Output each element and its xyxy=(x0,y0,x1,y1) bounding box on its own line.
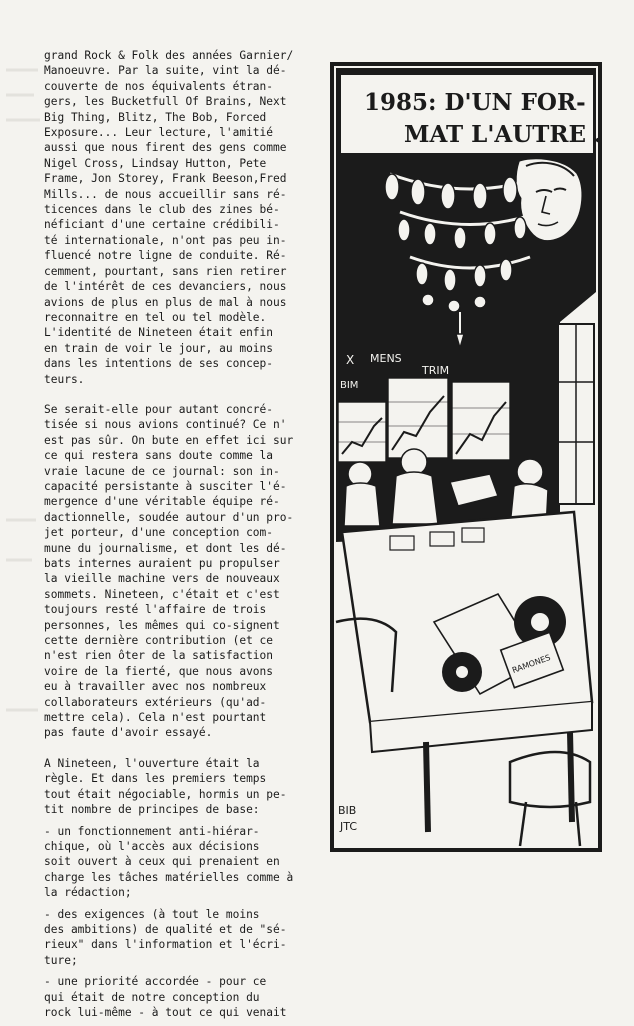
record-label-text: RAMONES xyxy=(510,652,552,676)
article-paragraph-1: grand Rock & Folk des années Garnier/ Manoeuvre. Par la suite, vint la dé- couverte de nos équivalents étran- gers, les Bucketfull Of Brains, Next Big Thing, Blitz, The Bob, Forced Exposure... Leur lecture, l'amitié aussi que nous firent des gens comme Nigel Cross, Lindsay Hutton, Pete Frame, Jon Storey, Frank Beeson,Fred Mills... de nous accueillir sans ré- ticences dans le club des zines bé- néficiant d'une certaine crédibili- té internationale, n'ont pas peu in- fluencé notre ligne de conduite. Ré- cemment, pourtant, sans rien retirer de l'intérêt de ces devanciers, nous avions de plus en plus de mal à nous reconnaitre en tel ou tel modèle. L'identité de Nineteen était enfin en train de voir le jour, au moins dans les intentions de ses concep- teurs. xyxy=(44,49,294,386)
window xyxy=(558,324,594,504)
board-label-x: X xyxy=(346,353,355,367)
caption-line-1: 1985: D'UN FOR- xyxy=(364,89,586,116)
board-label-mens: MENS xyxy=(370,352,402,365)
principle-list-item: - des exigences (à tout le moins des ambitions) de qualité et de "sé- rieux" dans l'information et l'écri- ture; xyxy=(44,907,287,967)
cartoon-drawing xyxy=(330,62,602,852)
board-label-trim: TRIM xyxy=(422,364,450,377)
article-paragraph-3: A Nineteen, l'ouverture était la règle. Et dans les premiers temps tout était négociable, hormis un pe- tit nombre de principes de base: xyxy=(44,756,287,817)
caption-line-2: MAT L'AUTRE . xyxy=(404,121,602,148)
principle-list-item: - une priorité accordée - pour ce qui était de notre conception du rock lui-même - à tout ce qui venait xyxy=(44,975,287,1019)
article-paragraph-2: Se serait-elle pour autant concré- tisée si nous avions continué? Ce n' est pas sûr. On bute en effet ici sur ce qui restera sans doute comme la vraie lacune de ce journal: son in- capacité persistante à susciter l'é- mergence d'une véritable équipe ré- dactionnelle, soudée autour d'un pro- jet porteur, d'une conception com- mune du journalisme, et dont les dé- bats internes auraient pu propulser la vieille machine vers de nouveaux sommets. Nineteen, c'était et c'est toujours resté l'affaire de trois personnes, les mêmes qui co-signent cette dernière contribution (et ce n'est rien ôter de la satisfaction voire de la fierté, que nous avons eu à travailler avec nos nombreux collaborateurs extérieurs (qu'ad- mettre cela). Cela n'est pourtant pas faute d'avoir essayé. xyxy=(44,402,294,740)
principle-list-item: - un fonctionnement anti-hiérar- chique, où l'accès aux décisions soit ouvert à ceux qui prenaient en charge les tâches matérielles comme à la rédaction; xyxy=(44,824,294,900)
editorial-cartoon xyxy=(330,62,602,852)
artist-signature-2: JTC xyxy=(340,820,357,833)
article-column xyxy=(44,48,320,1026)
artist-signature-1: BIB xyxy=(338,804,357,817)
board-label-bim: BIM xyxy=(340,380,359,391)
